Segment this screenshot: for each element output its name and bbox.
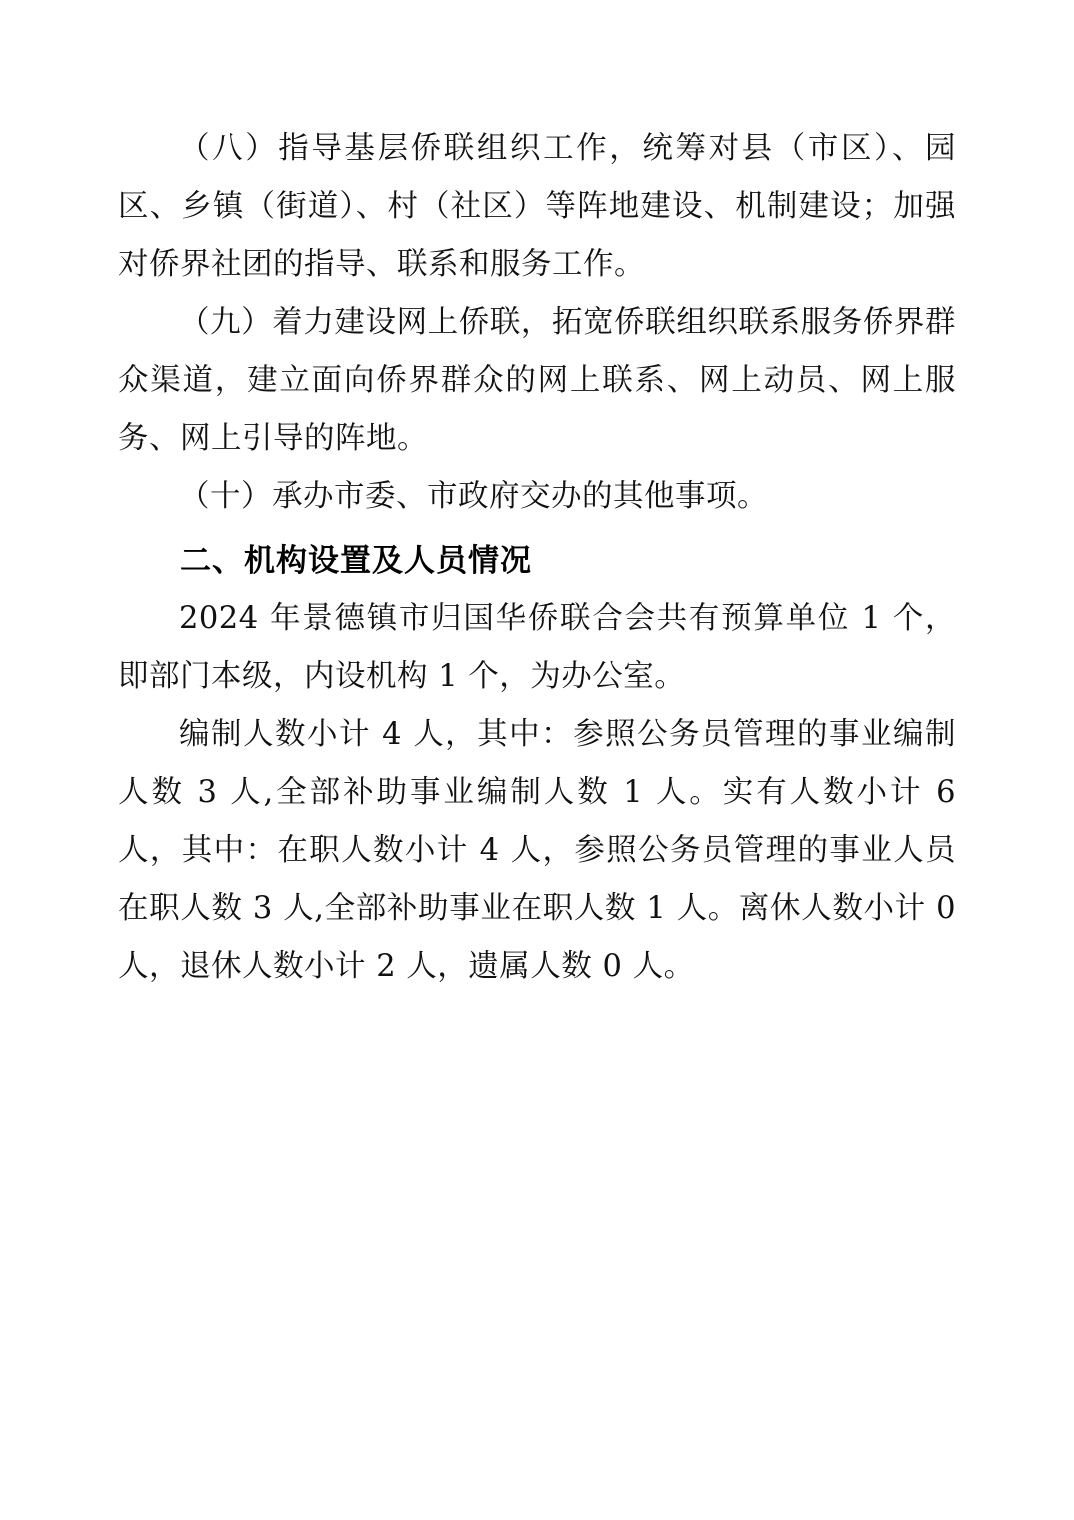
- paragraph-item-eight: （八）指导基层侨联组织工作，统筹对县（市区）、园区、乡镇（街道）、村（社区）等阵地建设、机制建设；加强对侨界社团的指导、联系和服务工作。: [118, 131, 956, 282]
- document-body: [118, 120, 956, 996]
- paragraph-staffing: 编制人数小计 4 人，其中：参照公务员管理的事业编制人数 3 人,全部补助事业编制人数 1 人。实有人数小计 6 人，其中：在职人数小计 4 人，参照公务员管理的事业人员在职人数 3 人,全部补助事业在职人数 1 人。离休人数小计 0 人，退休人数小计 2 人，遗属人数 0 人。: [118, 717, 956, 984]
- paragraph-budget-units: 2024 年景德镇市归国华侨联合会共有预算单位 1 个，即部门本级，内设机构 1 个，为办公室。: [118, 601, 956, 694]
- paragraph-item-nine: （九）着力建设网上侨联，拓宽侨联组织联系服务侨界群众渠道，建立面向侨界群众的网上联系、网上动员、网上服务、网上引导的阵地。: [118, 305, 956, 456]
- section-heading: 二、机构设置及人员情况: [180, 543, 532, 579]
- paragraph-item-ten: （十）承办市委、市政府交办的其他事项。: [179, 479, 768, 514]
